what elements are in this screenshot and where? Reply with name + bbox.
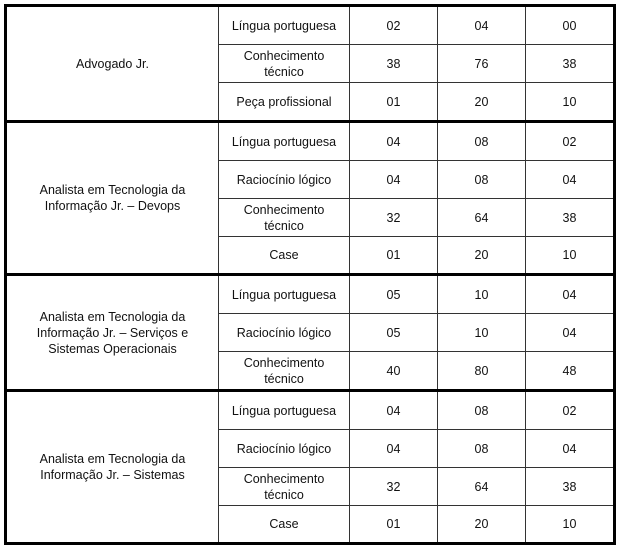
minimo-cell: 04 — [526, 430, 615, 468]
disciplina-cell: Conhecimento técnico — [219, 468, 350, 506]
pontos-cell: 64 — [438, 199, 526, 237]
questoes-cell: 38 — [350, 45, 438, 83]
pontos-cell: 10 — [438, 275, 526, 314]
minimo-cell: 04 — [526, 275, 615, 314]
questoes-cell: 32 — [350, 468, 438, 506]
pontos-cell: 64 — [438, 468, 526, 506]
questoes-cell: 04 — [350, 391, 438, 430]
pontos-cell: 08 — [438, 161, 526, 199]
cargo-group-devops — [6, 122, 615, 275]
minimo-cell: 38 — [526, 468, 615, 506]
questoes-cell: 01 — [350, 83, 438, 122]
pontos-cell: 04 — [438, 6, 526, 45]
pontos-cell: 20 — [438, 237, 526, 275]
disciplina-cell: Língua portuguesa — [219, 391, 350, 430]
pontos-cell: 20 — [438, 506, 526, 544]
disciplina-cell: Case — [219, 506, 350, 544]
disciplina-cell: Língua portuguesa — [219, 122, 350, 161]
minimo-cell: 38 — [526, 199, 615, 237]
minimo-cell: 00 — [526, 6, 615, 45]
disciplina-cell: Raciocínio lógico — [219, 430, 350, 468]
pontos-cell: 08 — [438, 122, 526, 161]
disciplina-cell: Conhecimento técnico — [219, 352, 350, 391]
disciplina-cell: Peça profissional — [219, 83, 350, 122]
cargo-cell: Analista em Tecnologia da Informação Jr. – Serviços e Sistemas Operacionais — [6, 275, 219, 391]
questoes-cell: 05 — [350, 314, 438, 352]
questoes-cell: 40 — [350, 352, 438, 391]
minimo-cell: 04 — [526, 314, 615, 352]
pontos-cell: 08 — [438, 391, 526, 430]
questoes-cell: 02 — [350, 6, 438, 45]
pontos-cell: 08 — [438, 430, 526, 468]
questoes-cell: 05 — [350, 275, 438, 314]
cargo-group-advogado — [6, 6, 615, 122]
pontos-cell: 80 — [438, 352, 526, 391]
questoes-cell: 04 — [350, 122, 438, 161]
pontos-cell: 76 — [438, 45, 526, 83]
pontos-cell: 20 — [438, 83, 526, 122]
questoes-cell: 32 — [350, 199, 438, 237]
disciplina-cell: Case — [219, 237, 350, 275]
disciplina-cell: Língua portuguesa — [219, 6, 350, 45]
table-row — [6, 6, 615, 45]
table-row — [6, 122, 615, 161]
minimo-cell: 10 — [526, 83, 615, 122]
disciplina-cell: Conhecimento técnico — [219, 45, 350, 83]
minimo-cell: 04 — [526, 161, 615, 199]
exam-distribution-table — [4, 4, 616, 545]
cargo-cell: Analista em Tecnologia da Informação Jr. – Sistemas — [6, 391, 219, 544]
questoes-cell: 04 — [350, 161, 438, 199]
questoes-cell: 01 — [350, 506, 438, 544]
cargo-group-sistemas — [6, 391, 615, 544]
questoes-cell: 01 — [350, 237, 438, 275]
disciplina-cell: Raciocínio lógico — [219, 161, 350, 199]
cargo-group-servicos — [6, 275, 615, 391]
disciplina-cell: Língua portuguesa — [219, 275, 350, 314]
cargo-cell: Advogado Jr. — [6, 6, 219, 122]
pontos-cell: 10 — [438, 314, 526, 352]
minimo-cell: 38 — [526, 45, 615, 83]
minimo-cell: 48 — [526, 352, 615, 391]
questoes-cell: 04 — [350, 430, 438, 468]
disciplina-cell: Raciocínio lógico — [219, 314, 350, 352]
cargo-cell: Analista em Tecnologia da Informação Jr. – Devops — [6, 122, 219, 275]
disciplina-cell: Conhecimento técnico — [219, 199, 350, 237]
minimo-cell: 02 — [526, 122, 615, 161]
table-row — [6, 275, 615, 314]
table-row — [6, 391, 615, 430]
minimo-cell: 10 — [526, 237, 615, 275]
minimo-cell: 02 — [526, 391, 615, 430]
minimo-cell: 10 — [526, 506, 615, 544]
